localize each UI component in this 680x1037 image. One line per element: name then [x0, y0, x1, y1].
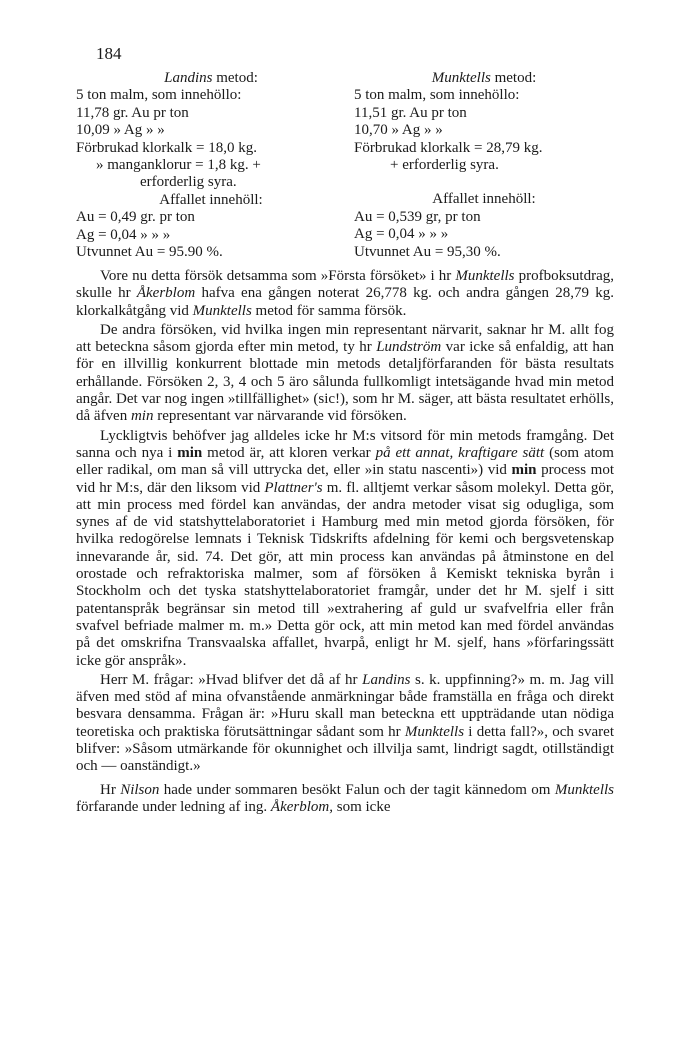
munktell-residue-heading: Affallet innehöll: [432, 191, 536, 208]
munktell-line: Au = 0,539 gr, pr ton [354, 208, 481, 225]
paragraph: Vore nu detta försök detsamma som »Första försöket» i hr Munktells profboksutdrag, skulle hr Åkerblom hafva ena gången noterat 26,778 kg. och andra gången 28,79 kg. klorkalkåtgång vid Munktells metod för samma försök. [76, 268, 614, 319]
munktell-line: + erforderlig syra. [390, 157, 499, 174]
body-text [76, 268, 614, 818]
munktell-method-column [354, 70, 614, 261]
munktell-line: Utvunnet Au = 95,30 %. [354, 243, 501, 260]
paragraph: De andra försöken, vid hvilka ingen min representant närvarit, saknar hr M. allt fog att beteckna såsom gjorda efter min metod, ty hr Lundström var icke så enfaldig, att han för en illvillig konkurrent blottade min metods detaljförfaranden för bästa resultats erhållande. Försöken 2, 3, 4 och 5 äro sålunda fullkomligt intetsägande hvad min metod angår. Det var nog ingen »tillfällighet» (sic!), som hr M. säger, att bästa resultatet erhölls, då äfven min representant var närvarande vid försöken. [76, 321, 614, 425]
munktell-line: 11,51 gr. Au pr ton [354, 104, 467, 121]
page-number: 184 [96, 44, 122, 63]
munktell-method-heading: Munktells metod: [431, 70, 537, 86]
munktell-line: Förbrukad klorkalk = 28,79 kg. [354, 139, 543, 156]
landin-line: 11,78 gr. Au pr ton [76, 104, 189, 121]
landin-line: Förbrukad klorkalk = 18,0 kg. [76, 139, 257, 156]
landin-line: Ag = 0,04 » » » [76, 226, 171, 243]
landin-method-column [76, 70, 346, 261]
munktell-line: Ag = 0,04 » » » [354, 226, 449, 243]
landin-line: erforderlig syra. [140, 174, 237, 191]
landin-residue-heading: Affallet innehöll: [159, 191, 263, 208]
landin-line: Au = 0,49 gr. pr ton [76, 209, 195, 226]
landin-line: 10,09 » Ag » » [76, 122, 165, 139]
landin-line: » manganklorur = 1,8 kg. + [96, 157, 261, 174]
paragraph: Lyckligtvis behöfver jag alldeles icke hr M:s vitsord för min metods framgång. Det sanna och nya i min metod är, att kloren verkar på ett annat, kraftigare sätt (som atom eller radikal, om man så vill uttrycka det, eller »in statu nascenti») vid min process mot vid hr M:s, där den liksom vid Plattner's m. fl. alltjemt verkar såsom molekyl. Detta gör, att min process med fördel kan användas, der andra metoder visat sig odugliga, som synes af de vid statshyttelaboratoriet i Hamburg med min metod gjorda försöken, för hvilka redogörelse lemnats i Teknisk Tidskrifts afdelning för kemi och bergsvetenskap innevarande år, sid. 74. Det gör, att min process kan användas på åtminstone en del orostade och refraktoriska malmer, som af försöken å Kemiskt tekniska byrån i Stockholm och det tyska statshyttelaboratoriet framgår, under det hr M. sjelf i sitt patentanspråk begränsar sin metod till »extrahering af guld ur svafvelfria eller från svafvel befriade malmer m. m.» Detta gör ock, att min metod kan med fördel användas på det omskrifna Transvaalska affallet, hvarpå, enligt hr M. sjelf, hans »förfaringssätt icke gör anspråk». [76, 427, 614, 669]
landin-method-heading: Landins metod: [164, 70, 258, 86]
munktell-line: 5 ton malm, som innehöllo: [354, 87, 520, 104]
landin-line: Utvunnet Au = 95.90 %. [76, 244, 223, 261]
paragraph: Hr Nilson hade under sommaren besökt Falun och der tagit kännedom om Munktells förfarande under ledning af ing. Åkerblom, som icke [76, 781, 615, 815]
landin-line: 5 ton malm, som innehöllo: [76, 87, 242, 104]
paragraph: Herr M. frågar: »Hvad blifver det då af hr Landins s. k. uppfinning?» m. m. Jag vill äfven med stöd af mina ofvanstående anmärkningar både framställa en fråga och direkt besvara densamma. Frågan är: »Huru skall man beteckna ett uppträdande utan nödiga teoretiska och praktiska förutsättningar sådant som hr Munktells i detta fall?», och svaret blifver: »Såsom utmärkande för okunnighet och illvilja samt, lindrigt sagdt, otillständigt och — oanständigt.» [76, 671, 615, 775]
munktell-line: 10,70 » Ag » » [354, 122, 443, 139]
